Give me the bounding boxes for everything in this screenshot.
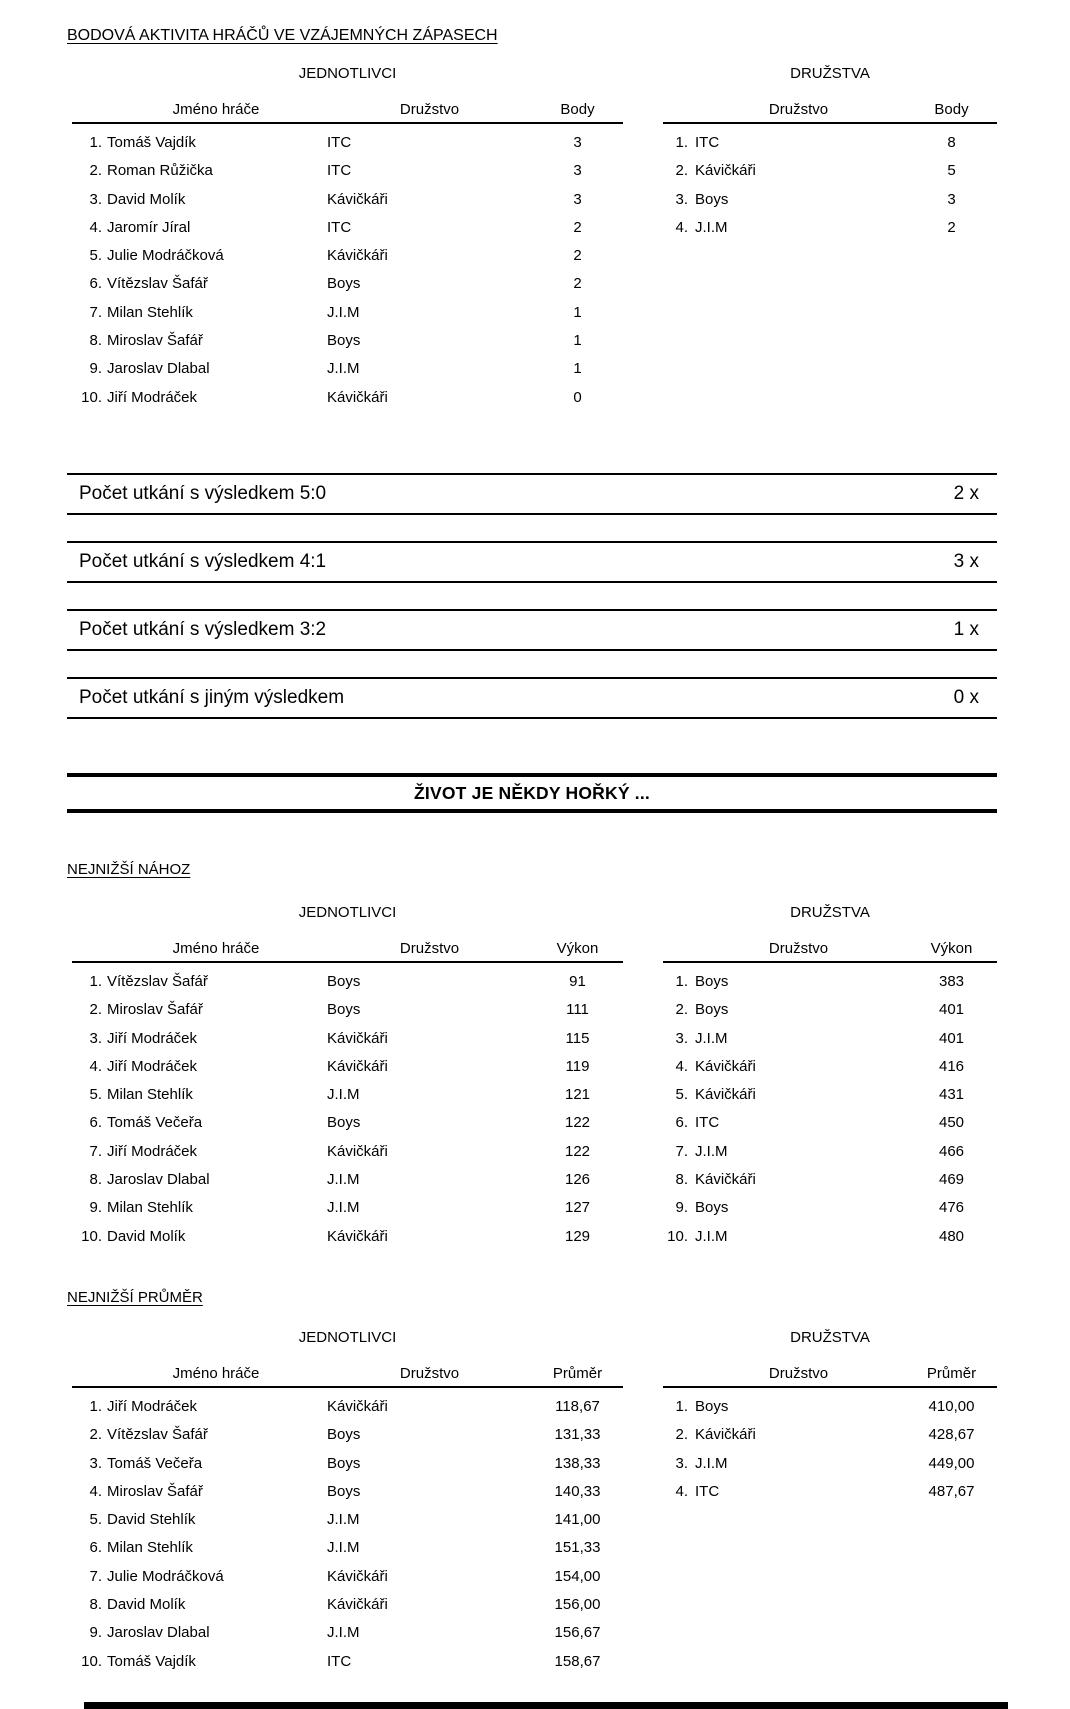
table-header-row <box>663 927 997 963</box>
cell-rank: 7. <box>675 1142 688 1160</box>
cell-name: Tomáš Vajdík <box>107 134 196 151</box>
column-header-value: Výkon <box>930 940 973 957</box>
cell-rank: 2. <box>675 1001 688 1019</box>
cell-value: 8 <box>947 134 956 151</box>
table-header-row <box>72 1352 623 1388</box>
cell-value: 1 <box>573 303 582 321</box>
table-caption: JEDNOTLIVCI <box>298 904 397 921</box>
cell-name: Tomáš Večeřa <box>107 1454 203 1472</box>
cell-rank: 9. <box>675 1199 688 1217</box>
cell-rank: 7. <box>89 1567 102 1585</box>
table-row <box>663 1393 997 1421</box>
cell-value: 5 <box>947 162 956 180</box>
cell-value: 111 <box>566 1001 589 1019</box>
cell-name: Milan Stehlík <box>107 1086 193 1104</box>
column-header-name: Jméno hráče <box>172 940 260 957</box>
cell-value: 401 <box>938 1001 965 1019</box>
throw-individuals-table <box>72 899 623 1251</box>
cell-team: Kávičkáři <box>327 1398 388 1415</box>
cell-rank: 2. <box>89 1001 102 1019</box>
cell-rank: 4. <box>89 1057 102 1075</box>
table-row <box>663 186 997 214</box>
cell-team: Boys <box>327 1001 361 1019</box>
cell-rank: 4. <box>675 1482 688 1500</box>
cell-team: Boys <box>695 1199 729 1217</box>
cell-rank: 8. <box>89 1596 102 1614</box>
table-row <box>663 157 997 185</box>
cell-name: Miroslav Šafář <box>107 1482 203 1500</box>
cell-rank: 10. <box>81 388 102 406</box>
table-row <box>72 327 623 355</box>
cell-name: Jiří Modráček <box>107 1398 198 1415</box>
table-header-row <box>663 1352 997 1388</box>
cell-rank: 1. <box>89 134 102 151</box>
cell-rank: 8. <box>89 332 102 350</box>
table-header-row <box>72 88 623 124</box>
cell-value: 126 <box>564 1171 591 1189</box>
cell-team: ITC <box>327 218 352 236</box>
column-header-name: Jméno hráče <box>172 1365 260 1382</box>
cell-value: 3 <box>573 190 582 208</box>
table-row <box>72 384 623 412</box>
cell-team: ITC <box>327 134 352 151</box>
average-teams-table <box>663 1324 997 1506</box>
cell-value: 3 <box>573 162 582 180</box>
table-row <box>72 270 623 298</box>
cell-rank: 7. <box>89 303 102 321</box>
cell-rank: 9. <box>89 1624 102 1642</box>
table-row <box>663 1223 997 1251</box>
column-header-value: Průměr <box>926 1365 977 1382</box>
cell-team: Kávičkáři <box>327 1227 388 1245</box>
cell-team: Kávičkáři <box>695 1171 756 1189</box>
cell-team: Kávičkáři <box>695 1086 756 1104</box>
cell-team: J.I.M <box>327 303 360 321</box>
cell-name: Julie Modráčková <box>107 1567 224 1585</box>
cell-value: 466 <box>938 1142 965 1160</box>
cell-team: Boys <box>327 973 361 990</box>
table-row <box>72 242 623 270</box>
cell-value: 2 <box>573 218 582 236</box>
banner-label: Počet utkání s výsledkem 5:0 <box>79 483 327 504</box>
cell-team: J.I.M <box>327 1199 360 1217</box>
cell-value: 487,67 <box>928 1482 975 1500</box>
divider-banner <box>67 773 997 813</box>
table-row <box>72 1138 623 1166</box>
table-row <box>72 968 623 996</box>
cell-team: Kávičkáři <box>327 1029 388 1047</box>
cell-rank: 3. <box>89 1029 102 1047</box>
cell-value: 2 <box>947 218 956 236</box>
table-row <box>72 1166 623 1194</box>
column-header-team: Družstvo <box>768 101 829 118</box>
cell-value: 449,00 <box>928 1454 975 1472</box>
cell-value: 122 <box>564 1142 591 1160</box>
cell-rank: 2. <box>89 162 102 180</box>
table-row <box>72 1081 623 1109</box>
banner-count: 2 x <box>953 483 979 504</box>
cell-rank: 8. <box>675 1171 688 1189</box>
result-banner <box>67 677 997 719</box>
bottom-edge-line <box>84 1702 1008 1709</box>
cell-team: ITC <box>695 134 720 151</box>
cell-name: Jaromír Jíral <box>107 218 191 236</box>
table-header-row <box>72 927 623 963</box>
cell-name: Jiří Modráček <box>107 1142 198 1160</box>
table-caption: DRUŽSTVA <box>790 904 870 921</box>
cell-value: 141,00 <box>554 1511 601 1529</box>
cell-name: Vítězslav Šafář <box>107 973 208 990</box>
cell-value: 1 <box>573 360 582 378</box>
cell-value: 2 <box>573 275 582 293</box>
cell-name: Miroslav Šafář <box>107 1001 203 1019</box>
table-row <box>663 1025 997 1053</box>
cell-value: 156,67 <box>554 1624 601 1642</box>
cell-rank: 10. <box>81 1652 102 1670</box>
cell-rank: 4. <box>675 218 688 236</box>
cell-team: Boys <box>695 973 729 990</box>
cell-value: 450 <box>938 1114 965 1132</box>
cell-team: Boys <box>327 1114 361 1132</box>
cell-rank: 5. <box>89 1086 102 1104</box>
page-title: BODOVÁ AKTIVITA HRÁČŮ VE VZÁJEMNÝCH ZÁPASECH <box>67 27 498 44</box>
table-row <box>72 1563 623 1591</box>
table-row <box>72 996 623 1024</box>
cell-rank: 3. <box>89 1454 102 1472</box>
cell-name: Roman Růžička <box>107 162 213 180</box>
cell-rank: 5. <box>89 1511 102 1529</box>
cell-rank: 5. <box>675 1086 688 1104</box>
cell-value: 476 <box>938 1199 965 1217</box>
cell-team: Boys <box>695 1398 729 1415</box>
section-heading-lowest-throw: NEJNIŽŠÍ NÁHOZ <box>67 861 191 878</box>
cell-rank: 9. <box>89 1199 102 1217</box>
table-caption: DRUŽSTVA <box>790 1329 870 1346</box>
table-row <box>663 1053 997 1081</box>
banner-count: 3 x <box>953 551 979 572</box>
cell-team: J.I.M <box>695 1454 728 1472</box>
cell-value: 118,67 <box>555 1398 600 1415</box>
cell-team: Kávičkáři <box>327 1142 388 1160</box>
cell-rank: 8. <box>89 1171 102 1189</box>
cell-team: Kávičkáři <box>695 1426 756 1444</box>
table-row <box>72 186 623 214</box>
column-header-value: Body <box>560 101 595 118</box>
cell-value: 3 <box>947 190 956 208</box>
cell-team: J.I.M <box>695 218 728 236</box>
table-body <box>72 963 623 1251</box>
cell-value: 127 <box>564 1199 591 1217</box>
column-header-team: Družstvo <box>399 940 460 957</box>
cell-team: ITC <box>695 1482 720 1500</box>
column-header-team: Družstvo <box>399 101 460 118</box>
cell-name: Jiří Modráček <box>107 1057 198 1075</box>
cell-value: 91 <box>569 973 586 990</box>
cell-value: 2 <box>573 247 582 265</box>
cell-name: David Stehlík <box>107 1511 196 1529</box>
cell-name: Jaroslav Dlabal <box>107 1624 210 1642</box>
cell-team: ITC <box>695 1114 720 1132</box>
cell-team: J.I.M <box>695 1142 728 1160</box>
cell-rank: 6. <box>89 275 102 293</box>
cell-value: 129 <box>564 1227 591 1245</box>
table-row <box>72 157 623 185</box>
cell-value: 121 <box>564 1086 591 1104</box>
table-row <box>663 129 997 157</box>
table-row <box>663 1478 997 1506</box>
table-row <box>72 1506 623 1534</box>
cell-rank: 1. <box>675 134 688 151</box>
result-banner <box>67 609 997 651</box>
table-row <box>72 129 623 157</box>
cell-value: 431 <box>938 1086 965 1104</box>
cell-team: Kávičkáři <box>695 162 756 180</box>
cell-value: 1 <box>573 332 582 350</box>
table-row <box>72 1053 623 1081</box>
cell-team: Kávičkáři <box>327 247 388 265</box>
cell-value: 151,33 <box>554 1539 601 1557</box>
cell-name: Julie Modráčková <box>107 247 224 265</box>
cell-name: Vítězslav Šafář <box>107 275 208 293</box>
cell-name: Milan Stehlík <box>107 303 193 321</box>
cell-value: 383 <box>938 973 965 990</box>
cell-team: Boys <box>695 190 729 208</box>
cell-rank: 10. <box>81 1227 102 1245</box>
cell-team: Kávičkáři <box>327 388 388 406</box>
cell-team: Kávičkáři <box>327 1567 388 1585</box>
cell-name: David Molík <box>107 1227 186 1245</box>
result-banner <box>67 473 997 515</box>
cell-rank: 2. <box>675 162 688 180</box>
banner-count: 0 x <box>953 687 979 708</box>
column-header-team: Družstvo <box>768 1365 829 1382</box>
result-banner <box>67 541 997 583</box>
table-row <box>72 1025 623 1053</box>
cell-team: Boys <box>327 275 361 293</box>
cell-value: 428,67 <box>928 1426 975 1444</box>
table-caption: DRUŽSTVA <box>790 65 870 82</box>
table-row <box>663 214 997 242</box>
table-row <box>663 1194 997 1222</box>
table-row <box>72 1393 623 1421</box>
cell-team: J.I.M <box>327 1539 360 1557</box>
table-row <box>72 1194 623 1222</box>
throw-teams-table <box>663 899 997 1251</box>
cell-rank: 1. <box>89 1398 102 1415</box>
table-header-row <box>663 88 997 124</box>
cell-name: David Molík <box>107 1596 186 1614</box>
cell-value: 401 <box>938 1029 965 1047</box>
cell-rank: 6. <box>89 1539 102 1557</box>
table-body <box>663 124 997 242</box>
table-row <box>663 1081 997 1109</box>
cell-rank: 9. <box>89 360 102 378</box>
table-row <box>72 214 623 242</box>
cell-name: Jaroslav Dlabal <box>107 360 210 378</box>
cell-team: ITC <box>327 1652 352 1670</box>
table-row <box>72 1109 623 1137</box>
cell-rank: 4. <box>89 218 102 236</box>
cell-rank: 2. <box>89 1426 102 1444</box>
cell-value: 416 <box>938 1057 965 1075</box>
table-row <box>72 1421 623 1449</box>
cell-rank: 3. <box>89 190 102 208</box>
cell-name: David Molík <box>107 190 186 208</box>
cell-value: 115 <box>565 1029 590 1047</box>
cell-name: Tomáš Vajdík <box>107 1652 196 1670</box>
cell-team: J.I.M <box>695 1029 728 1047</box>
column-header-team: Družstvo <box>768 940 829 957</box>
cell-rank: 4. <box>89 1482 102 1500</box>
table-row <box>663 968 997 996</box>
table-row <box>72 1534 623 1562</box>
table-body <box>663 1388 997 1506</box>
cell-value: 3 <box>573 134 582 151</box>
table-row <box>72 355 623 383</box>
table-row <box>72 1478 623 1506</box>
table-row <box>663 1450 997 1478</box>
cell-rank: 6. <box>89 1114 102 1132</box>
banner-label: Počet utkání s jiným výsledkem <box>79 687 345 708</box>
divider-title: ŽIVOT JE NĚKDY HOŘKÝ ... <box>414 782 650 803</box>
cell-rank: 1. <box>89 973 102 990</box>
column-header-name: Jméno hráče <box>172 101 260 118</box>
banner-label: Počet utkání s výsledkem 4:1 <box>79 551 327 572</box>
cell-team: Kávičkáři <box>327 1057 388 1075</box>
cell-value: 138,33 <box>554 1454 601 1472</box>
section-heading-lowest-average: NEJNIŽŠÍ PRŮMĚR <box>67 1289 203 1306</box>
points-teams-table <box>663 60 997 242</box>
cell-team: J.I.M <box>327 1171 360 1189</box>
cell-team: Boys <box>327 1482 361 1500</box>
cell-rank: 3. <box>675 190 688 208</box>
cell-team: Boys <box>695 1001 729 1019</box>
cell-name: Tomáš Večeřa <box>107 1114 203 1132</box>
cell-value: 122 <box>564 1114 591 1132</box>
cell-rank: 4. <box>675 1057 688 1075</box>
cell-team: ITC <box>327 162 352 180</box>
cell-value: 131,33 <box>554 1426 601 1444</box>
cell-team: Boys <box>327 1426 361 1444</box>
column-header-value: Výkon <box>556 940 599 957</box>
cell-team: Kávičkáři <box>327 1596 388 1614</box>
cell-name: Miroslav Šafář <box>107 332 203 350</box>
table-row <box>663 1166 997 1194</box>
cell-rank: 6. <box>675 1114 688 1132</box>
column-header-value: Průměr <box>552 1365 603 1382</box>
cell-rank: 7. <box>89 1142 102 1160</box>
cell-rank: 10. <box>667 1227 688 1245</box>
cell-name: Vítězslav Šafář <box>107 1426 208 1444</box>
table-caption: JEDNOTLIVCI <box>298 1329 397 1346</box>
cell-rank: 1. <box>675 973 688 990</box>
cell-team: J.I.M <box>695 1227 728 1245</box>
table-row <box>663 1421 997 1449</box>
cell-team: Boys <box>327 1454 361 1472</box>
cell-team: Kávičkáři <box>327 190 388 208</box>
cell-value: 156,00 <box>554 1596 601 1614</box>
cell-rank: 3. <box>675 1454 688 1472</box>
table-caption: JEDNOTLIVCI <box>298 65 397 82</box>
cell-value: 480 <box>938 1227 965 1245</box>
result-banners <box>67 473 997 745</box>
cell-team: J.I.M <box>327 1624 360 1642</box>
cell-team: Kávičkáři <box>695 1057 756 1075</box>
cell-name: Jiří Modráček <box>107 388 198 406</box>
table-row <box>72 299 623 327</box>
cell-rank: 2. <box>675 1426 688 1444</box>
cell-value: 140,33 <box>554 1482 601 1500</box>
cell-name: Milan Stehlík <box>107 1539 193 1557</box>
table-row <box>663 1109 997 1137</box>
column-header-team: Družstvo <box>399 1365 460 1382</box>
cell-rank: 5. <box>89 247 102 265</box>
table-row <box>72 1223 623 1251</box>
cell-name: Jaroslav Dlabal <box>107 1171 210 1189</box>
table-row <box>72 1619 623 1647</box>
points-individuals-table <box>72 60 623 412</box>
table-body <box>72 1388 623 1676</box>
cell-name: Jiří Modráček <box>107 1029 198 1047</box>
cell-rank: 3. <box>675 1029 688 1047</box>
table-row <box>72 1591 623 1619</box>
cell-team: J.I.M <box>327 1086 360 1104</box>
cell-team: J.I.M <box>327 1511 360 1529</box>
cell-value: 154,00 <box>554 1567 601 1585</box>
cell-name: Milan Stehlík <box>107 1199 193 1217</box>
table-row <box>72 1450 623 1478</box>
average-individuals-table <box>72 1324 623 1676</box>
cell-team: Boys <box>327 332 361 350</box>
cell-rank: 1. <box>675 1398 688 1415</box>
cell-value: 0 <box>573 388 582 406</box>
table-body <box>663 963 997 1251</box>
banner-count: 1 x <box>953 619 979 640</box>
cell-value: 469 <box>938 1171 965 1189</box>
cell-value: 410,00 <box>928 1398 975 1415</box>
cell-value: 158,67 <box>554 1652 601 1670</box>
table-row <box>663 996 997 1024</box>
table-row <box>663 1138 997 1166</box>
banner-label: Počet utkání s výsledkem 3:2 <box>79 619 327 640</box>
column-header-value: Body <box>934 101 969 118</box>
cell-team: J.I.M <box>327 360 360 378</box>
cell-value: 119 <box>565 1057 590 1075</box>
table-row <box>72 1648 623 1676</box>
table-body <box>72 124 623 412</box>
